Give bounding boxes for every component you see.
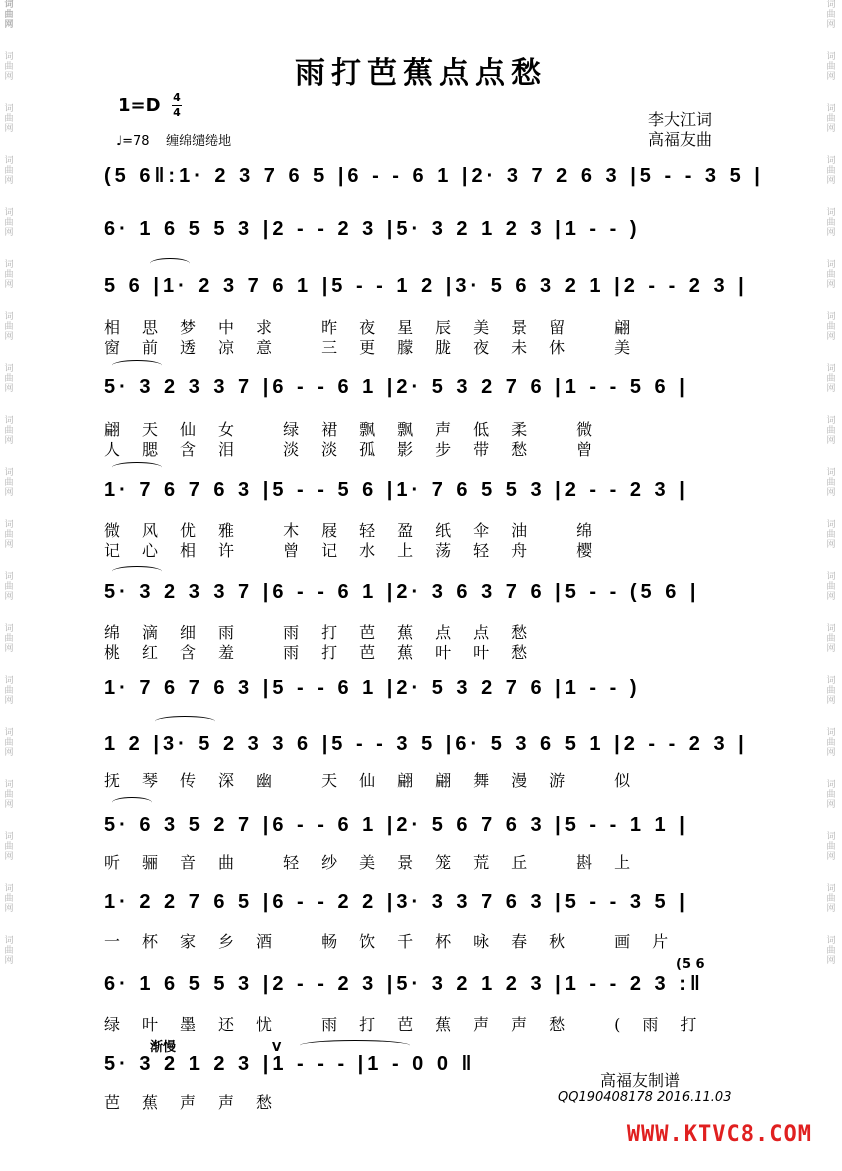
- tempo-marking: ♩=78 缠绵缱绻地: [116, 134, 232, 149]
- lyricist-credit: 李大江词: [648, 110, 713, 129]
- key-signature: 1=D: [118, 95, 161, 116]
- site-watermark[interactable]: WWW.KTVC8.COM: [626, 1122, 812, 1147]
- composer-credit: 高福友曲: [648, 130, 713, 149]
- score-line-7: 1· 7 6 7 6 3 |5 - - 6 1 |2· 5 3 2 7 6 |1 - - ): [104, 677, 641, 699]
- lyric-verse1-line-6: 绵滴细雨 雨打芭蕉点点愁: [104, 623, 550, 642]
- left-watermark-column: 词 曲 网 词 曲 网 词 曲 网 词 曲 网 词 曲 网 词 曲 网 词 曲 网 词 曲 网 词 曲 网 词 曲 网 词 曲 网 词 曲 网 词 曲 网 词 曲 网 词 曲 网 词 曲 网 词 曲 网 词 曲 网 词 曲 网: [4, 0, 14, 966]
- slur: [112, 566, 162, 577]
- slur: [155, 716, 215, 727]
- score-line-6: 5· 3 2 3 3 7 |6 - - 6 1 |2· 3 6 3 7 6 |5 - - (5 6 |: [104, 581, 700, 603]
- slur: [112, 797, 152, 808]
- score-line-3: 5 6 |1· 2 3 7 6 1 |5 - - 1 2 |3· 5 6 3 2 1 |2 - - 2 3 |: [104, 275, 748, 297]
- lyric-verse1-line-5: 微风优雅 木屐轻盈纸伞油 绵: [104, 521, 615, 540]
- score-line-9: 5· 6 3 5 2 7 |6 - - 6 1 |2· 5 6 7 6 3 |5 - - 1 1 |: [104, 814, 689, 836]
- lyric-verse1-line-4: 翩天仙女 绿裙飘飘声低柔 微: [104, 420, 615, 439]
- time-signature: 4 4: [173, 91, 181, 119]
- song-title: 雨打芭蕉点点愁: [295, 56, 547, 91]
- slur: [112, 360, 162, 371]
- transcriber-credit: 高福友制谱: [600, 1071, 681, 1090]
- lyric-line-12: 芭蕉声声愁: [104, 1093, 295, 1112]
- lyric-verse2-line-3: 窗前透凉意 三更朦胧夜未休 美: [104, 338, 653, 357]
- slur: [112, 462, 162, 473]
- lyric-verse1-line-3: 相思梦中求 昨夜星辰美景留 翩: [104, 318, 653, 337]
- lyric-line-10: 一杯家乡酒 畅饮千杯咏春秋 画片: [104, 932, 691, 951]
- expression-marking: 缠绵缱绻地: [166, 134, 232, 149]
- right-watermark-column: 词 曲 网 词 曲 网 词 曲 网 词 曲 网 词 曲 网 词 曲 网 词 曲 网 词 曲 网 词 曲 网 词 曲 网 词 曲 网 词 曲 网 词 曲 网 词 曲 网 词 曲 网 词 曲 网 词 曲 网 词 曲 网 词 曲 网: [826, 0, 836, 966]
- lyric-line-8: 抚琴传深幽 天仙翩翩舞漫游 似: [104, 771, 653, 790]
- slur: [150, 258, 190, 269]
- score-line-12: 5· 3 2 1 2 3 |1 - - - |1 - 0 0 ‖: [104, 1053, 476, 1075]
- score-line-5: 1· 7 6 7 6 3 |5 - - 5 6 |1· 7 6 5 5 3 |2 - - 2 3 |: [104, 479, 689, 501]
- lyric-line-9: 听骊音曲 轻纱美景笼荒丘 斟上: [104, 853, 653, 872]
- lyric-verse2-line-5: 记心相许 曾记水上荡轻舟 樱: [104, 541, 615, 560]
- lyric-line-11: 绿叶墨还忧 雨打芭蕉声声愁 (雨打: [104, 1015, 719, 1034]
- breath-mark: V: [272, 1040, 282, 1054]
- score-line-2: 6· 1 6 5 5 3 |2 - - 2 3 |5· 3 2 1 2 3 |1 - - ): [104, 218, 641, 240]
- ritardando-mark: 渐慢: [150, 1040, 177, 1055]
- score-line-10: 1· 2 2 7 6 5 |6 - - 2 2 |3· 3 3 7 6 3 |5 - - 3 5 |: [104, 891, 689, 913]
- transcriber-contact-date: QQ190408178 2016.11.03: [558, 1090, 732, 1105]
- score-line-11: 6· 1 6 5 5 3 |2 - - 2 3 |5· 3 2 1 2 3 |1 - - 2 3 :‖: [104, 973, 704, 995]
- lyric-verse2-line-6: 桃红含羞 雨打芭蕉叶叶愁: [104, 643, 550, 662]
- score-line-8: 1 2 |3· 5 2 3 3 6 |5 - - 3 5 |6· 5 3 6 5 1 |2 - - 2 3 |: [104, 733, 748, 755]
- repeat-pickup-mark: (5 6: [676, 957, 705, 972]
- slur: [300, 1040, 410, 1051]
- lyric-verse2-line-4: 人腮含泪 淡淡孤影步带愁 曾: [104, 440, 615, 459]
- score-line-4: 5· 3 2 3 3 7 |6 - - 6 1 |2· 5 3 2 7 6 |1 - - 5 6 |: [104, 376, 689, 398]
- score-line-1: (5 6‖:1· 2 3 7 6 5 |6 - - 6 1 |2· 3 7 2 6 3 |5 - - 3 5 |: [104, 165, 764, 187]
